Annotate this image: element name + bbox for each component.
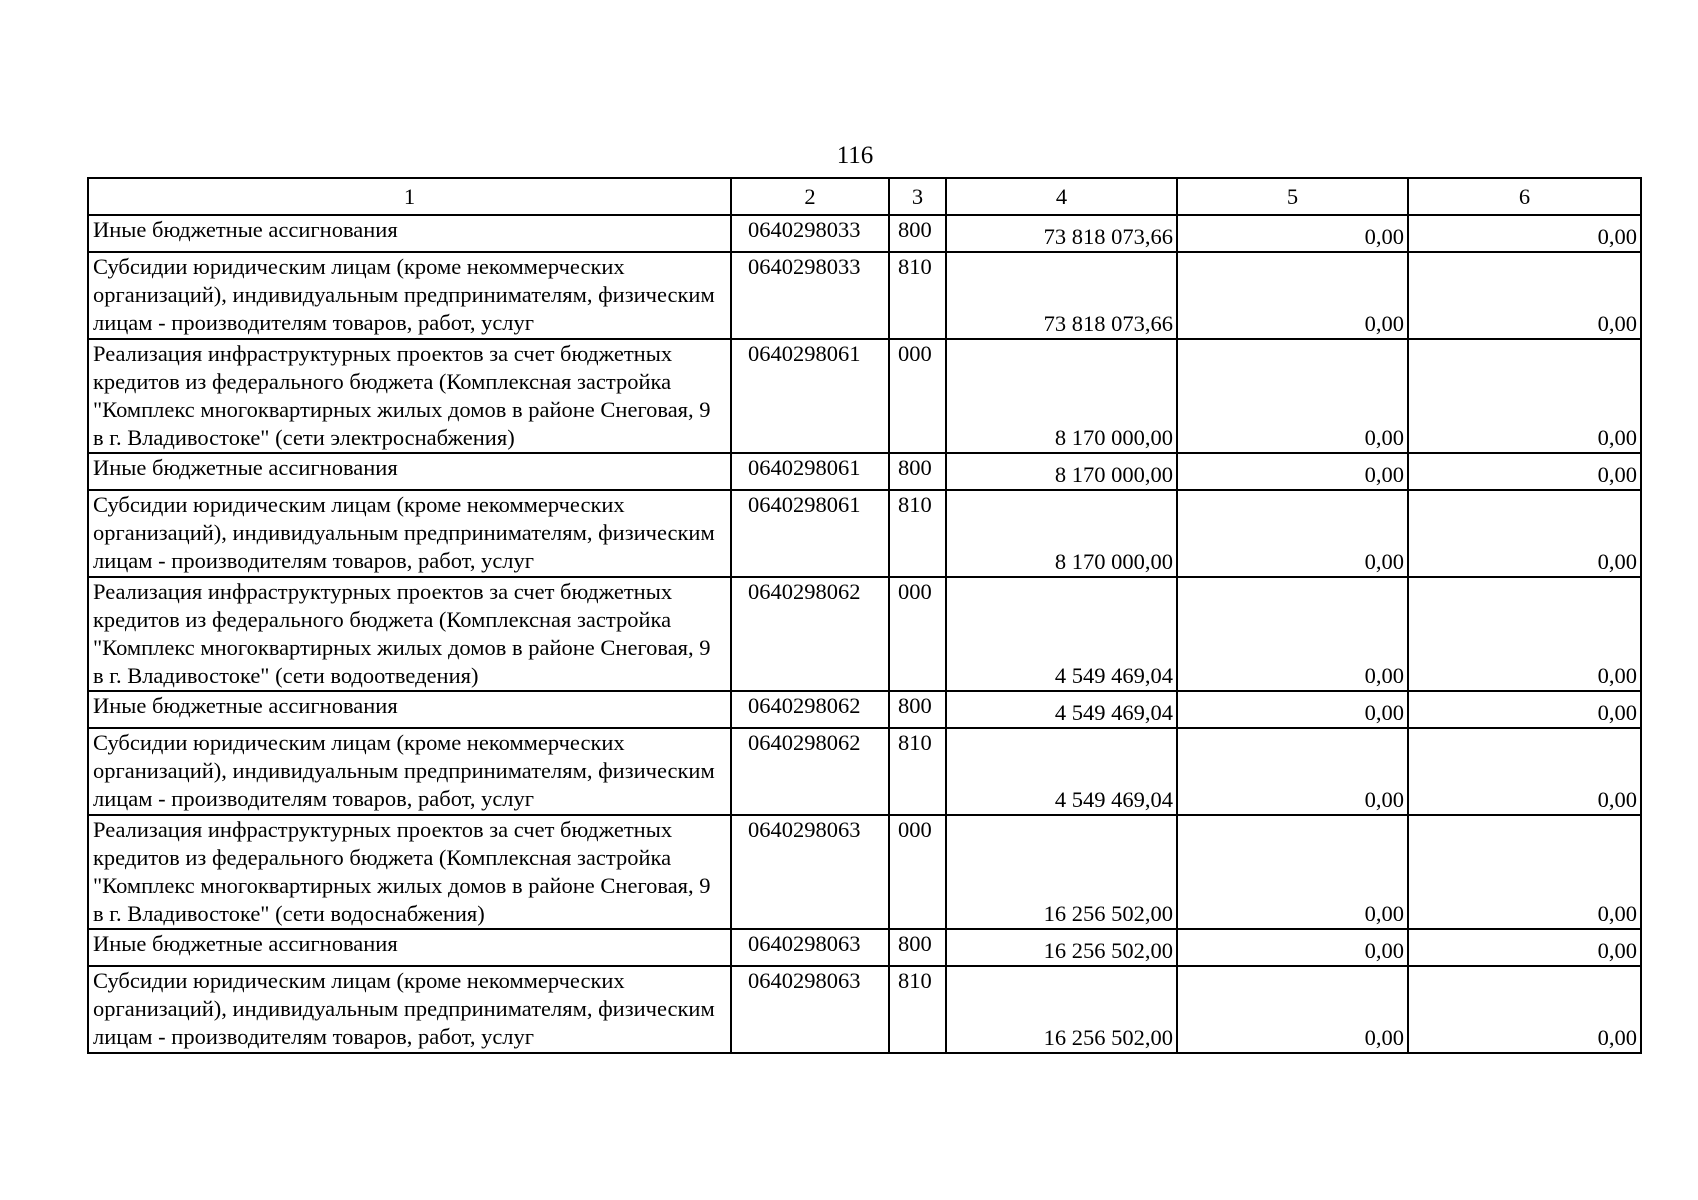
row-amount-col4: 16 256 502,00 [946,815,1177,929]
row-amount-col5: 0,00 [1177,728,1408,815]
row-amount-col4: 73 818 073,66 [946,215,1177,252]
row-amount-col5: 0,00 [1177,929,1408,966]
row-target-code: 0640298062 [731,691,889,728]
row-amount-col6: 0,00 [1408,453,1641,490]
row-amount-col4: 8 170 000,00 [946,339,1177,453]
row-amount-col4: 4 549 469,04 [946,728,1177,815]
row-target-code: 0640298033 [731,252,889,339]
row-amount-col4: 4 549 469,04 [946,577,1177,691]
column-header: 6 [1408,178,1641,215]
row-target-code: 0640298061 [731,453,889,490]
row-name: Иные бюджетные ассигнования [88,691,731,728]
row-expense-kind: 800 [889,215,946,252]
row-target-code: 0640298061 [731,490,889,577]
row-name: Иные бюджетные ассигнования [88,453,731,490]
table-row [88,339,1641,453]
row-amount-col5: 0,00 [1177,339,1408,453]
column-header: 3 [889,178,946,215]
row-expense-kind: 800 [889,691,946,728]
row-expense-kind: 000 [889,815,946,929]
column-header: 2 [731,178,889,215]
row-amount-col4: 16 256 502,00 [946,929,1177,966]
row-name: Реализация инфраструктурных проектов за счет бюджетных кредитов из федерального бюджета (Комплексная застройка "Комплекс многоквартирных жилых домов в районе Снеговая, 9 в г. Владивостоке" (сети водоотведения) [88,577,731,691]
column-header: 4 [946,178,1177,215]
row-amount-col6: 0,00 [1408,929,1641,966]
row-amount-col4: 4 549 469,04 [946,691,1177,728]
row-amount-col5: 0,00 [1177,490,1408,577]
row-expense-kind: 800 [889,453,946,490]
row-amount-col5: 0,00 [1177,215,1408,252]
row-amount-col5: 0,00 [1177,252,1408,339]
column-header: 5 [1177,178,1408,215]
page-number: 116 [836,142,874,169]
row-expense-kind: 000 [889,577,946,691]
row-expense-kind: 810 [889,966,946,1053]
row-amount-col6: 0,00 [1408,339,1641,453]
row-amount-col6: 0,00 [1408,490,1641,577]
row-amount-col5: 0,00 [1177,691,1408,728]
row-amount-col6: 0,00 [1408,577,1641,691]
row-name: Иные бюджетные ассигнования [88,215,731,252]
table-row [88,815,1641,929]
row-target-code: 0640298063 [731,815,889,929]
row-expense-kind: 810 [889,252,946,339]
row-amount-col5: 0,00 [1177,577,1408,691]
row-name: Субсидии юридическим лицам (кроме некоммерческих организаций), индивидуальным предпринимателям, физическим лицам - производителям товаров, работ, услуг [88,966,731,1053]
row-amount-col6: 0,00 [1408,966,1641,1053]
row-target-code: 0640298062 [731,577,889,691]
row-amount-col5: 0,00 [1177,966,1408,1053]
row-target-code: 0640298061 [731,339,889,453]
table-row [88,215,1641,252]
row-expense-kind: 800 [889,929,946,966]
table-row [88,929,1641,966]
table-row [88,691,1641,728]
row-amount-col5: 0,00 [1177,815,1408,929]
row-amount-col6: 0,00 [1408,815,1641,929]
row-expense-kind: 810 [889,490,946,577]
row-amount-col6: 0,00 [1408,215,1641,252]
table-row [88,728,1641,815]
row-amount-col6: 0,00 [1408,728,1641,815]
row-target-code: 0640298063 [731,929,889,966]
table-row [88,966,1641,1053]
table-header-row [88,178,1641,215]
row-name: Субсидии юридическим лицам (кроме некоммерческих организаций), индивидуальным предпринимателям, физическим лицам - производителям товаров, работ, услуг [88,252,731,339]
column-header: 1 [88,178,731,215]
row-amount-col5: 0,00 [1177,453,1408,490]
table-row [88,252,1641,339]
row-expense-kind: 810 [889,728,946,815]
table-row [88,577,1641,691]
row-amount-col4: 16 256 502,00 [946,966,1177,1053]
table-row [88,490,1641,577]
row-name: Реализация инфраструктурных проектов за счет бюджетных кредитов из федерального бюджета (Комплексная застройка "Комплекс многоквартирных жилых домов в районе Снеговая, 9 в г. Владивостоке" (сети электроснабжения) [88,339,731,453]
row-amount-col6: 0,00 [1408,691,1641,728]
row-amount-col4: 8 170 000,00 [946,490,1177,577]
row-name: Реализация инфраструктурных проектов за счет бюджетных кредитов из федерального бюджета (Комплексная застройка "Комплекс многоквартирных жилых домов в районе Снеговая, 9 в г. Владивостоке" (сети водоснабжения) [88,815,731,929]
row-name: Субсидии юридическим лицам (кроме некоммерческих организаций), индивидуальным предпринимателям, физическим лицам - производителям товаров, работ, услуг [88,728,731,815]
row-expense-kind: 000 [889,339,946,453]
row-amount-col4: 8 170 000,00 [946,453,1177,490]
row-target-code: 0640298063 [731,966,889,1053]
row-name: Субсидии юридическим лицам (кроме некоммерческих организаций), индивидуальным предпринимателям, физическим лицам - производителям товаров, работ, услуг [88,490,731,577]
row-amount-col6: 0,00 [1408,252,1641,339]
table-row [88,453,1641,490]
row-name: Иные бюджетные ассигнования [88,929,731,966]
row-target-code: 0640298062 [731,728,889,815]
budget-table [87,177,1642,1054]
row-amount-col4: 73 818 073,66 [946,252,1177,339]
row-target-code: 0640298033 [731,215,889,252]
